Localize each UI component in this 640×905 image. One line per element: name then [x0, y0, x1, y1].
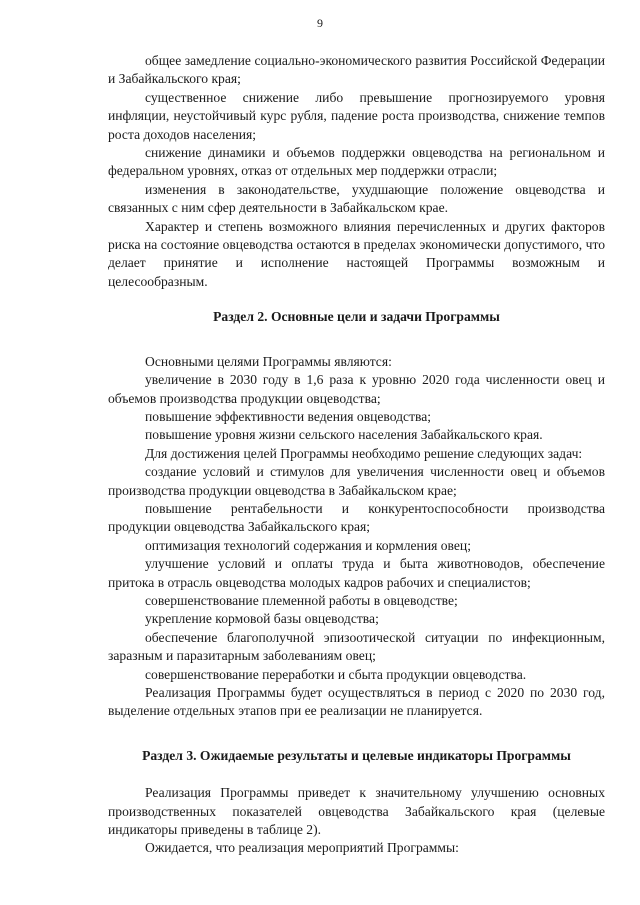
paragraph: повышение рентабельности и конкурентоспособности производства продукции овцеводства Забайкальского края;: [108, 500, 605, 535]
paragraph: Характер и степень возможного влияния перечисленных и других факторов риска на состояние овцеводства остаются в пределах экономически допустимого, что делает принятие и исполнение настоящей Программы возможным и целесообразным.: [108, 218, 605, 289]
paragraph: Основными целями Программы являются:: [145, 353, 392, 369]
paragraph: Для достижения целей Программы необходимо решение следующих задач:: [145, 445, 583, 461]
paragraph: существенное снижение либо превышение прогнозируемого уровня инфляции, неустойчивый курс рубля, падение роста производства, снижение темпов роста доходов населения;: [108, 89, 605, 142]
paragraph: укрепление кормовой базы овцеводства;: [145, 611, 379, 627]
section-3-title: Раздел 3. Ожидаемые результаты и целевые индикаторы Программы: [142, 747, 571, 763]
section-2-title: Раздел 2. Основные цели и задачи Программы: [213, 309, 500, 325]
paragraph: изменения в законодательстве, ухудшающие положение овцеводства и связанных с ним сфер деятельности в Забайкальском крае.: [108, 181, 605, 216]
paragraph: Реализация Программы приведет к значительному улучшению основных производственных показателей овцеводства Забайкальского края (целевые индикаторы приведены в таблице 2).: [108, 785, 605, 838]
paragraph: обеспечение благополучной эпизоотической ситуации по инфекционным, заразным и паразитарным заболеваниям овец;: [108, 629, 605, 664]
paragraph: повышение уровня жизни сельского населения Забайкальского края.: [145, 427, 543, 443]
paragraph: Ожидается, что реализация мероприятий Программы:: [145, 840, 459, 856]
intro-block: [108, 52, 605, 291]
page-number: 9: [317, 16, 323, 30]
paragraph: оптимизация технологий содержания и кормления овец;: [145, 537, 471, 553]
section-3-body: [108, 784, 605, 858]
paragraph: совершенствование племенной работы в овцеводстве;: [145, 592, 458, 608]
paragraph: Реализация Программы будет осуществляться в период с 2020 по 2030 год, выделение отдельных этапов при ее реализации не планируется.: [108, 685, 605, 719]
paragraph: увеличение в 2030 году в 1,6 раза к уровню 2020 года численности овец и объемов производства продукции овцеводства;: [108, 372, 605, 406]
paragraph: повышение эффективности ведения овцеводства;: [145, 408, 432, 424]
paragraph: общее замедление социально-экономического развития Российской Федерации и Забайкальского края;: [108, 53, 605, 87]
paragraph: создание условий и стимулов для увеличения численности овец и объемов производства продукции овцеводства в Забайкальском крае;: [108, 464, 605, 498]
paragraph: улучшение условий и оплаты труда и быта животноводов, обеспечение притока в отрасль овцеводства молодых кадров рабочих и специалистов;: [108, 556, 605, 590]
section-2-body: [108, 353, 605, 721]
paragraph: снижение динамики и объемов поддержки овцеводства на региональном и федеральном уровнях, отказ от отдельных мер поддержки отрасли;: [108, 145, 605, 179]
paragraph: совершенствование переработки и сбыта продукции овцеводства.: [145, 666, 527, 682]
document-body: [108, 52, 605, 858]
